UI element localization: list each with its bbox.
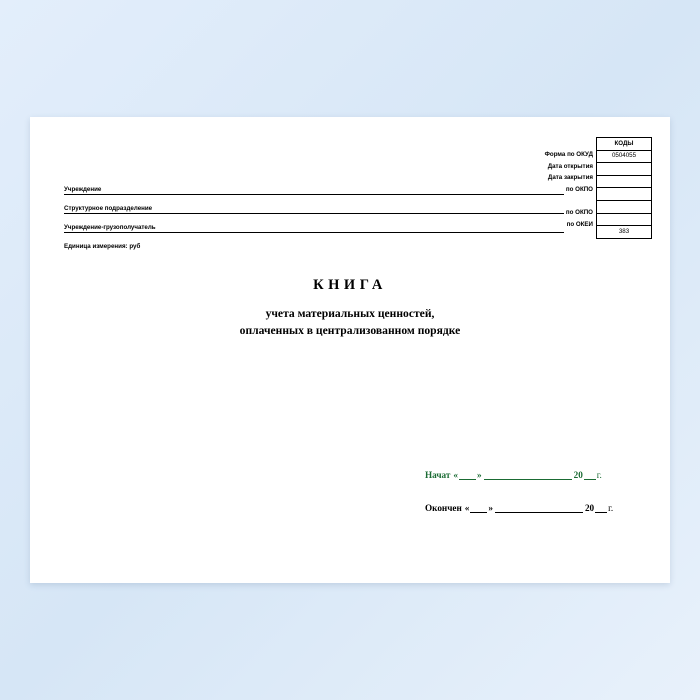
started-year-prefix: 20 [573, 470, 583, 480]
codes-value-3[interactable] [597, 188, 652, 201]
finished-year-field[interactable] [595, 512, 607, 513]
codes-table-row [597, 213, 652, 226]
codes-label-1: Дата открытия [547, 162, 593, 170]
codes-table-header-row [597, 138, 652, 151]
codes-value-0[interactable]: 0504055 [597, 150, 652, 163]
codes-label-0: Форма по ОКУД [544, 151, 593, 158]
date-row-started[interactable] [425, 470, 645, 480]
codes-label-6: по ОКЕИ [566, 220, 593, 228]
org-line-consignee[interactable] [64, 218, 564, 233]
dates-block [425, 470, 645, 536]
started-label: Начат [425, 470, 451, 480]
document-title: КНИГА [313, 277, 387, 293]
started-month-field[interactable] [484, 479, 572, 480]
finished-year-suffix: г. [608, 503, 614, 513]
codes-table-row [597, 226, 652, 239]
codes-header-cell: КОДЫ [597, 138, 652, 151]
codes-value-6[interactable]: 383 [597, 226, 652, 239]
document-subtitle-line2: оплаченных в централизованном порядке [239, 324, 461, 337]
finished-label: Окончен [425, 503, 462, 513]
codes-table-row [597, 200, 652, 213]
codes-table-row [597, 175, 652, 188]
title-block [30, 277, 670, 339]
codes-table-row [597, 150, 652, 163]
org-label-consignee: Учреждение-грузополучатель [64, 224, 156, 231]
org-label-institution: Учреждение [64, 186, 102, 193]
started-day-field[interactable] [459, 479, 476, 480]
codes-label-3: по ОКПО [565, 185, 593, 193]
quote-open-finished: « [464, 503, 470, 513]
quote-close-started: » [477, 470, 482, 480]
codes-value-5[interactable] [597, 213, 652, 226]
codes-value-2[interactable] [597, 175, 652, 188]
org-label-subdivision: Структурное подразделение [64, 205, 153, 212]
finished-year-prefix: 20 [584, 503, 595, 513]
codes-value-1[interactable] [597, 163, 652, 176]
codes-table-row [597, 188, 652, 201]
date-row-finished[interactable] [425, 503, 645, 513]
document-subtitle-line1: учета материальных ценностей, [265, 307, 435, 320]
started-year-field[interactable] [584, 479, 596, 480]
quote-close-finished: » [488, 503, 493, 513]
quote-open-started: « [453, 470, 459, 480]
codes-label-5: по ОКПО [565, 208, 593, 216]
finished-month-field[interactable] [495, 512, 583, 513]
finished-day-field[interactable] [470, 512, 487, 513]
codes-table-row [597, 163, 652, 176]
started-year-suffix: г. [596, 470, 602, 480]
organisation-lines [64, 180, 564, 255]
org-line-institution[interactable] [64, 180, 564, 195]
org-label-unit: Единица измерения: руб [64, 243, 141, 250]
codes-table [596, 137, 652, 239]
codes-value-4[interactable] [597, 200, 652, 213]
org-line-subdivision[interactable] [64, 199, 564, 214]
document-sheet [30, 117, 670, 583]
org-line-unit [64, 237, 564, 251]
codes-label-2: Дата закрытия [547, 174, 593, 182]
